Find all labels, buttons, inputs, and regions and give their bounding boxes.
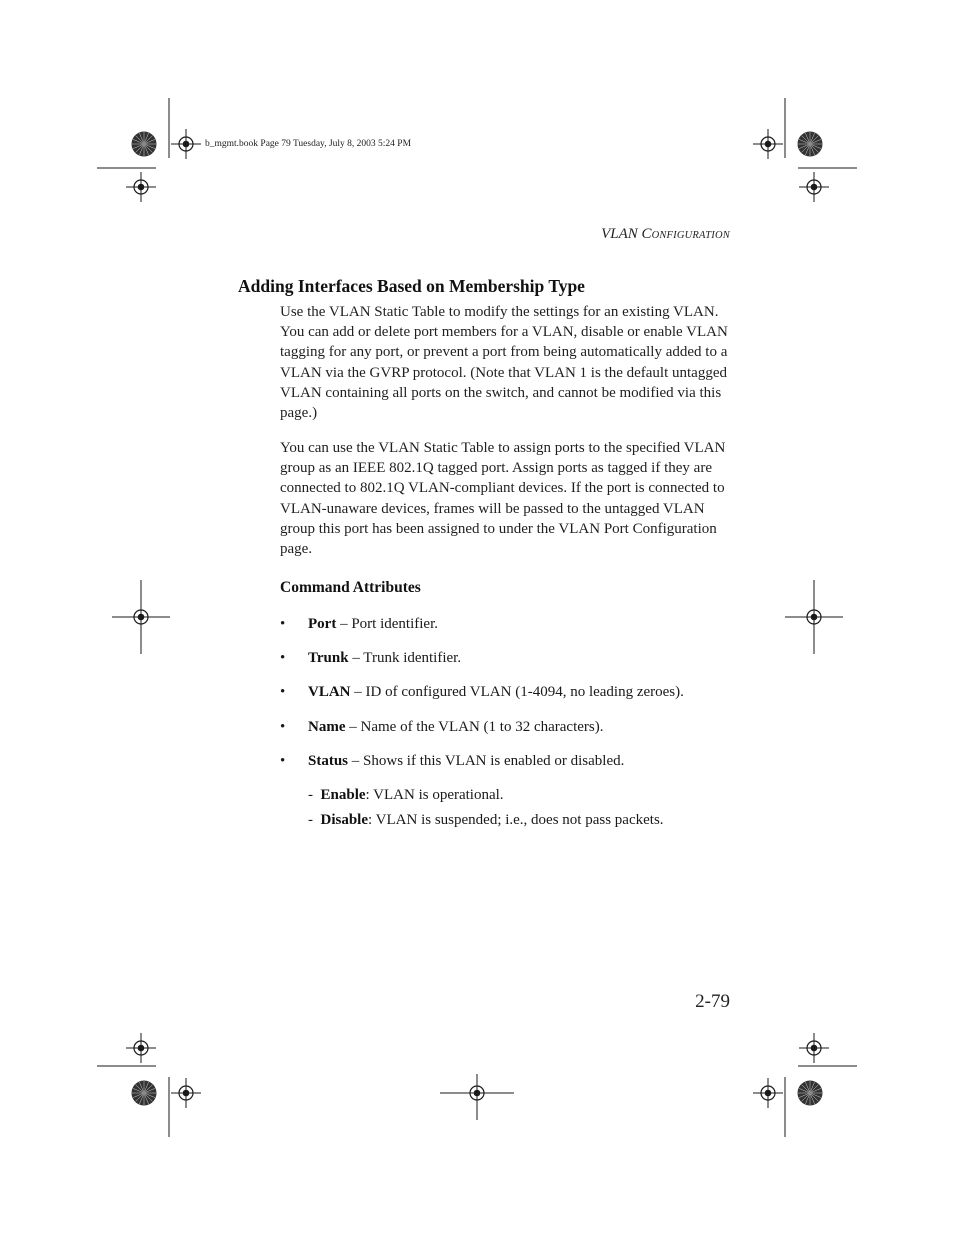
bullet-icon: • [280,753,286,769]
command-attributes-heading: Command Attributes [280,579,421,596]
bullet-icon: • [280,684,286,700]
attribute-item-vlan [280,682,740,702]
attribute-desc: – Trunk identifier. [348,650,462,666]
running-head [601,226,730,243]
star-target-icon [798,132,823,157]
running-head-initial: C [641,226,652,242]
attribute-term: Port [308,616,337,632]
attribute-term: VLAN [308,684,351,700]
registration-mark-icon [799,172,829,202]
option-desc: : VLAN is suspended; i.e., does not pass packets. [368,812,664,828]
dash-marker: - [308,787,321,803]
attribute-desc: – Name of the VLAN (1 to 32 characters). [345,719,604,735]
page-number: 2-79 [695,991,730,1012]
dash-marker: - [308,812,321,828]
intro-paragraph: Use the VLAN Static Table to modify the settings for an existing VLAN. You can add or delete port members for a VLAN, disable or enable VLAN tagging for any port, or prevent a port from being automatically added to a VLAN via the GVRP protocol. (Note that VLAN 1 is the default untagged VLAN containing all ports on the switch, and cannot be modified via this page.) [280,304,728,422]
registration-mark-icon [171,1078,201,1108]
attribute-term: Trunk [308,650,349,666]
running-head-rest: ONFIGURATION [651,230,730,241]
attribute-item-trunk [280,648,740,668]
tagging-paragraph: You can use the VLAN Static Table to assign ports to the specified VLAN group as an IEEE 802.1Q tagged port. Assign ports as tagged if they are connected to 802.1Q VLAN-compliant devices. If the port is connected to VLAN-unaware devices, frames will be passed to the untagged VLAN group this port has been assigned to under the VLAN Port Configuration page. [280,440,726,558]
registration-mark-icon [126,1033,156,1063]
bullet-icon: • [280,616,286,632]
bullet-icon: • [280,650,286,666]
running-head-first: VLAN [601,226,642,242]
attribute-desc: – ID of configured VLAN (1-4094, no leading zeroes). [350,684,684,700]
bullet-icon: • [280,719,286,735]
attribute-item-port [280,614,740,634]
status-option-disable [308,810,738,830]
star-target-icon [132,132,157,157]
star-target-icon [798,1081,823,1106]
option-term: Disable [320,812,369,828]
status-option-enable [308,785,738,805]
attribute-item-name [280,717,740,737]
attribute-desc: – Port identifier. [336,616,438,632]
star-target-icon [132,1081,157,1106]
option-term: Enable [320,787,366,803]
attribute-term: Status [308,753,349,769]
option-desc: : VLAN is operational. [365,787,504,803]
registration-mark-icon [799,1033,829,1063]
attribute-term: Name [308,719,346,735]
attribute-item-status [280,751,740,771]
registration-mark-icon [171,129,201,159]
registration-mark-icon [753,1078,783,1108]
registration-mark-icon [126,172,156,202]
attribute-desc: – Shows if this VLAN is enabled or disabled. [348,753,625,769]
print-slug: b_mgmt.book Page 79 Tuesday, July 8, 2003 5:24 PM [205,139,412,149]
registration-mark-icon [753,129,783,159]
section-heading: Adding Interfaces Based on Membership Type [238,276,585,296]
